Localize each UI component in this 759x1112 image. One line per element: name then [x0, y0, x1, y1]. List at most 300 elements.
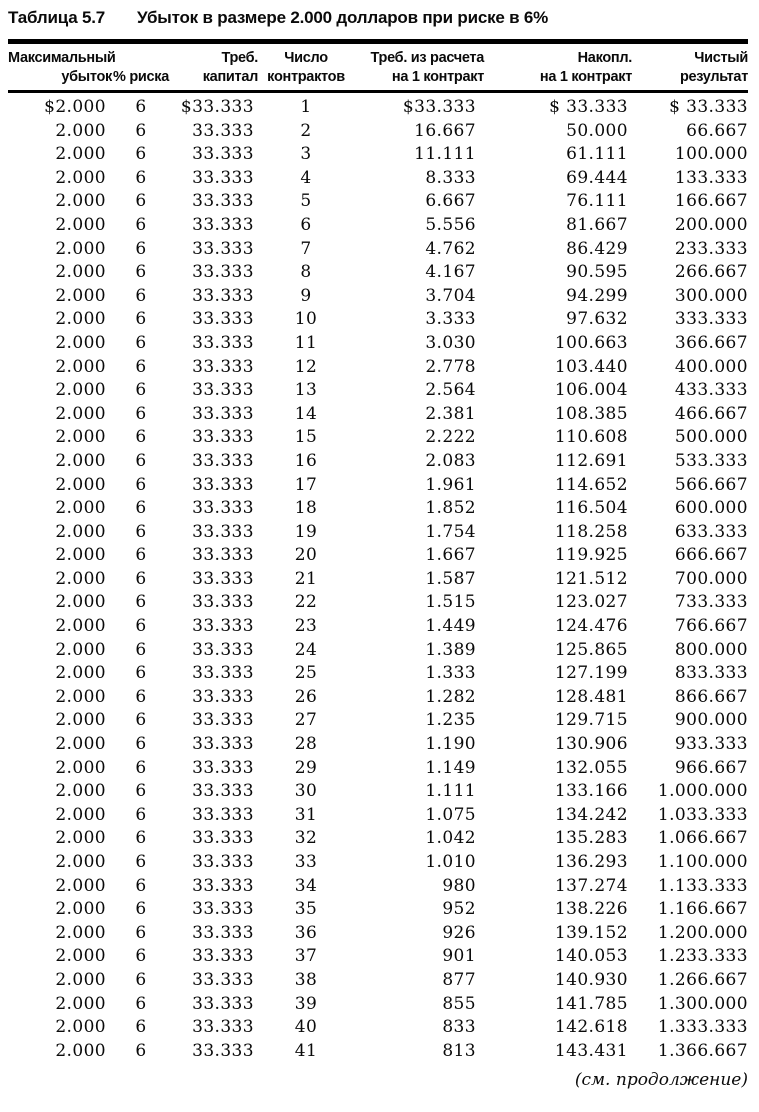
cell: 2.000 — [55, 380, 106, 401]
cell: 33.333 — [192, 922, 254, 943]
cell: 1.282 — [425, 686, 476, 707]
cell: 2.000 — [55, 710, 106, 731]
cell: 6 — [135, 663, 147, 684]
cell: 3 — [300, 144, 312, 165]
table-row — [8, 733, 748, 757]
cell: 6 — [135, 285, 147, 306]
cell: $2.000 — [44, 97, 106, 117]
cell: 1.190 — [425, 734, 476, 755]
cell: 139.152 — [554, 922, 628, 943]
cell: 5.556 — [425, 214, 476, 235]
cell: 533.333 — [674, 450, 748, 471]
cell: 1.587 — [425, 568, 476, 589]
cell: 3.333 — [425, 309, 476, 330]
cell: 16.667 — [414, 120, 476, 141]
cell: 1.075 — [425, 804, 476, 825]
cell: 6 — [135, 592, 147, 613]
cell: 233.333 — [674, 238, 748, 259]
cell: 1.754 — [425, 521, 476, 542]
header-line-1: Треб. из расчета — [370, 50, 484, 66]
cell: 33.333 — [192, 214, 254, 235]
cell: 1 — [300, 97, 312, 117]
cell: 6 — [135, 686, 147, 707]
cell: 39 — [294, 993, 318, 1014]
table-row — [8, 757, 748, 781]
cell: 166.667 — [674, 191, 748, 212]
cell: 33.333 — [192, 804, 254, 825]
cell: 1.333.333 — [657, 1017, 748, 1038]
cell: 1.235 — [425, 710, 476, 731]
header-line-2: контрактов — [267, 69, 345, 85]
cell: 61.111 — [566, 144, 628, 165]
cell: 6 — [135, 521, 147, 542]
cell: 1.266.667 — [657, 969, 748, 990]
cell: 33.333 — [192, 899, 254, 920]
cell: 33.333 — [192, 332, 254, 353]
cell: 6 — [135, 427, 147, 448]
cell: 6 — [135, 450, 147, 471]
table-row — [8, 238, 748, 262]
cell: 33.333 — [192, 521, 254, 542]
table-row — [8, 143, 748, 167]
cell: 2.000 — [55, 686, 106, 707]
table-body — [8, 92, 748, 1064]
cell: 10 — [294, 309, 318, 330]
cell: 140.053 — [554, 946, 628, 967]
cell: 33.333 — [192, 498, 254, 519]
table-row — [8, 544, 748, 568]
cell: 1.066.667 — [657, 828, 748, 849]
cell: 1.000.000 — [657, 781, 748, 802]
cell: 333.333 — [674, 309, 748, 330]
cell: 35 — [294, 899, 318, 920]
cell: 2.000 — [55, 993, 106, 1014]
table-row — [8, 827, 748, 851]
table-row — [8, 591, 748, 615]
cell: 6 — [135, 214, 147, 235]
cell: 2.000 — [55, 356, 106, 377]
cell: 118.258 — [554, 521, 628, 542]
table-row — [8, 356, 748, 380]
cell: 952 — [442, 899, 476, 920]
cell: 22 — [294, 592, 318, 613]
cell: 1.200.000 — [657, 922, 748, 943]
table-row — [8, 521, 748, 545]
cell: 33.333 — [192, 238, 254, 259]
cell: 33.333 — [192, 946, 254, 967]
cell: 33.333 — [192, 403, 254, 424]
cell: 34 — [294, 875, 318, 896]
cell: 81.667 — [566, 214, 628, 235]
cell: 1.667 — [425, 545, 476, 566]
table-row — [8, 497, 748, 521]
cell: 140.930 — [554, 969, 628, 990]
cell: 2.000 — [55, 167, 106, 188]
data-table — [8, 39, 748, 1063]
cell: 2.000 — [55, 332, 106, 353]
cell: 123.027 — [554, 592, 628, 613]
cell: 733.333 — [674, 592, 748, 613]
header-line-1: Максимальный — [8, 50, 116, 66]
cell: 30 — [294, 781, 318, 802]
cell: 33.333 — [192, 474, 254, 495]
cell: 33.333 — [192, 781, 254, 802]
header-line-2: результат — [679, 69, 748, 85]
table-row — [8, 615, 748, 639]
cell: 33.333 — [192, 285, 254, 306]
cell: 6.667 — [425, 191, 476, 212]
cell: 6 — [135, 616, 147, 637]
cell: 2.000 — [55, 639, 106, 660]
header-line-2: на 1 контракт — [391, 69, 484, 85]
cell: 200.000 — [674, 214, 748, 235]
table-row — [8, 969, 748, 993]
cell: 6 — [135, 332, 147, 353]
cell: 877 — [442, 969, 476, 990]
cell: 2.222 — [425, 427, 476, 448]
cell: 130.906 — [554, 734, 628, 755]
table-row — [8, 1016, 748, 1040]
cell: 6 — [135, 639, 147, 660]
table-row — [8, 804, 748, 828]
cell: 33.333 — [192, 686, 254, 707]
cell: 2.000 — [55, 804, 106, 825]
cell: 1.010 — [425, 852, 476, 872]
cell: 33.333 — [192, 1017, 254, 1038]
cell: 2.778 — [425, 356, 476, 377]
cell: 2.000 — [55, 214, 106, 235]
cell: 1.100.000 — [657, 852, 748, 872]
cell: 33.333 — [192, 427, 254, 448]
cell: 12 — [294, 356, 318, 377]
cell: 142.618 — [554, 1017, 628, 1038]
cell: 600.000 — [674, 498, 748, 519]
cell: 2.000 — [55, 450, 106, 471]
table-row — [8, 945, 748, 969]
cell: 813 — [442, 1040, 476, 1061]
cell: 6 — [135, 1040, 147, 1061]
column-header-2 — [112, 42, 170, 92]
cell: 129.715 — [554, 710, 628, 731]
cell: 125.865 — [554, 639, 628, 660]
cell: 4.167 — [425, 262, 476, 283]
cell: 6 — [300, 214, 312, 235]
cell: 29 — [294, 757, 318, 778]
cell: 766.667 — [674, 616, 748, 637]
cell: 33.333 — [192, 356, 254, 377]
cell: 33.333 — [192, 592, 254, 613]
cell: 133.333 — [674, 167, 748, 188]
cell: 300.000 — [674, 285, 748, 306]
cell: 6 — [135, 899, 147, 920]
cell: 9 — [300, 285, 312, 306]
cell: 135.283 — [554, 828, 628, 849]
cell: 6 — [135, 262, 147, 283]
cell: 1.389 — [425, 639, 476, 660]
cell: 33.333 — [192, 167, 254, 188]
table-row — [8, 214, 748, 238]
cell: 2.000 — [55, 875, 106, 896]
cell: 833 — [442, 1017, 476, 1038]
table-header — [8, 42, 748, 92]
cell: 19 — [294, 521, 318, 542]
header-line-2: на 1 контракт — [539, 69, 632, 85]
table-row — [8, 426, 748, 450]
cell: 1.449 — [425, 616, 476, 637]
cell: 800.000 — [674, 639, 748, 660]
cell: 866.667 — [674, 686, 748, 707]
cell: 33.333 — [192, 616, 254, 637]
cell: 2.000 — [55, 946, 106, 967]
cell: 33.333 — [192, 828, 254, 849]
cell: 16 — [294, 450, 318, 471]
continuation-note: (см. продолжение) — [574, 1070, 748, 1091]
cell: 6 — [135, 191, 147, 212]
cell: 3.030 — [425, 332, 476, 353]
cell: 2.000 — [55, 663, 106, 684]
cell: 1.333 — [425, 663, 476, 684]
cell: 8 — [300, 262, 312, 283]
cell: 900.000 — [674, 710, 748, 731]
cell: 33.333 — [192, 757, 254, 778]
cell: 7 — [300, 238, 312, 259]
cell: 33.333 — [192, 875, 254, 896]
table-row — [8, 167, 748, 191]
cell: 143.431 — [554, 1040, 628, 1061]
cell: 33.333 — [192, 734, 254, 755]
table-row — [8, 851, 748, 875]
cell: 1.515 — [425, 592, 476, 613]
cell: 26 — [294, 686, 318, 707]
table-row — [8, 379, 748, 403]
cell: 33.333 — [192, 545, 254, 566]
table-row — [8, 261, 748, 285]
header-line-1: Чистый — [694, 50, 748, 66]
cell: 112.691 — [554, 450, 628, 471]
cell: 134.242 — [554, 804, 628, 825]
cell: 94.299 — [566, 285, 628, 306]
cell: 2 — [300, 120, 312, 141]
cell: 33.333 — [192, 710, 254, 731]
cell: 833.333 — [674, 663, 748, 684]
cell: 980 — [442, 875, 476, 896]
cell: 2.000 — [55, 521, 106, 542]
cell: 266.667 — [674, 262, 748, 283]
cell: 6 — [135, 144, 147, 165]
cell: 2.000 — [55, 474, 106, 495]
cell: 2.000 — [55, 568, 106, 589]
cell: 106.004 — [554, 380, 628, 401]
cell: 38 — [294, 969, 318, 990]
column-header-6 — [484, 42, 632, 92]
cell: 466.667 — [674, 403, 748, 424]
cell: 15 — [294, 427, 318, 448]
cell: 3.704 — [425, 285, 476, 306]
cell: 33.333 — [192, 144, 254, 165]
cell: 33.333 — [192, 852, 254, 872]
cell: 6 — [135, 710, 147, 731]
cell: 2.000 — [55, 427, 106, 448]
cell: 121.512 — [554, 568, 628, 589]
cell: 433.333 — [674, 380, 748, 401]
cell: 100.000 — [674, 144, 748, 165]
cell: 6 — [135, 97, 147, 117]
cell: 1.133.333 — [657, 875, 748, 896]
cell: 6 — [135, 852, 147, 872]
cell: 1.366.667 — [657, 1040, 748, 1061]
cell: 1.033.333 — [657, 804, 748, 825]
cell: 66.667 — [686, 120, 748, 141]
table-row — [8, 875, 748, 899]
table-caption: Убыток в размере 2.000 долларов при риске в 6% — [137, 8, 549, 27]
header-row — [8, 42, 748, 92]
cell: 124.476 — [554, 616, 628, 637]
cell: 6 — [135, 309, 147, 330]
cell: 633.333 — [674, 521, 748, 542]
cell: 2.000 — [55, 403, 106, 424]
cell: 500.000 — [674, 427, 748, 448]
cell: 17 — [294, 474, 318, 495]
header-line-1: Накопл. — [577, 50, 632, 66]
cell: 6 — [135, 380, 147, 401]
cell: 36 — [294, 922, 318, 943]
cell: 6 — [135, 993, 147, 1014]
table-row — [8, 568, 748, 592]
cell: 20 — [294, 545, 318, 566]
table-row — [8, 1040, 748, 1064]
cell: 11 — [294, 332, 318, 353]
cell: 1.042 — [425, 828, 476, 849]
cell: 2.000 — [55, 969, 106, 990]
cell: 6 — [135, 568, 147, 589]
cell: 100.663 — [554, 332, 628, 353]
cell: 114.652 — [554, 474, 628, 495]
cell: 50.000 — [566, 120, 628, 141]
cell: 6 — [135, 757, 147, 778]
table-row — [8, 120, 748, 144]
cell: 2.000 — [55, 191, 106, 212]
cell: 33.333 — [192, 309, 254, 330]
cell: 2.000 — [55, 545, 106, 566]
cell: 933.333 — [674, 734, 748, 755]
cell: 6 — [135, 946, 147, 967]
header-line-2: капитал — [202, 69, 258, 85]
header-line-2: % риска — [113, 69, 169, 85]
table-row — [8, 922, 748, 946]
cell: 136.293 — [554, 852, 628, 872]
cell: 33.333 — [192, 450, 254, 471]
table-title — [8, 8, 748, 28]
table-row — [8, 332, 748, 356]
cell: 33.333 — [192, 120, 254, 141]
cell: 2.000 — [55, 238, 106, 259]
cell: 6 — [135, 167, 147, 188]
cell: 2.000 — [55, 781, 106, 802]
table-row — [8, 92, 748, 120]
cell: 2.381 — [425, 403, 476, 424]
cell: 6 — [135, 238, 147, 259]
cell: 855 — [442, 993, 476, 1014]
header-line-1 — [112, 49, 170, 68]
cell: 2.000 — [55, 498, 106, 519]
cell: 6 — [135, 356, 147, 377]
cell: 40 — [294, 1017, 318, 1038]
cell: 33.333 — [192, 262, 254, 283]
cell: 24 — [294, 639, 318, 660]
cell: 1.961 — [425, 474, 476, 495]
header-line-2: убыток — [61, 69, 112, 85]
cell: 566.667 — [674, 474, 748, 495]
cell: 132.055 — [554, 757, 628, 778]
cell: 33.333 — [192, 1040, 254, 1061]
cell: 4 — [300, 167, 312, 188]
cell: 6 — [135, 474, 147, 495]
column-header-1 — [8, 42, 116, 92]
cell: 33.333 — [192, 969, 254, 990]
cell: 23 — [294, 616, 318, 637]
table-row — [8, 403, 748, 427]
cell: 33.333 — [192, 191, 254, 212]
cell: 926 — [442, 922, 476, 943]
cell: $ 33.333 — [549, 97, 628, 117]
cell: 1.111 — [425, 781, 476, 802]
column-header-5 — [354, 42, 484, 92]
cell: 90.595 — [566, 262, 628, 283]
cell: 31 — [294, 804, 318, 825]
cell: 33.333 — [192, 568, 254, 589]
cell: 97.632 — [566, 309, 628, 330]
cell: 2.000 — [55, 592, 106, 613]
cell: 37 — [294, 946, 318, 967]
cell: 6 — [135, 120, 147, 141]
cell: 2.000 — [55, 922, 106, 943]
cell: 2.000 — [55, 1017, 106, 1038]
cell: 966.667 — [674, 757, 748, 778]
cell: 6 — [135, 828, 147, 849]
cell: 18 — [294, 498, 318, 519]
cell: 133.166 — [554, 781, 628, 802]
cell: 6 — [135, 922, 147, 943]
cell: 2.564 — [425, 380, 476, 401]
table-row — [8, 639, 748, 663]
cell: 28 — [294, 734, 318, 755]
header-line-1: Число — [284, 50, 328, 66]
cell: 2.000 — [55, 1040, 106, 1061]
cell: 33.333 — [192, 380, 254, 401]
cell: 2.000 — [55, 262, 106, 283]
cell: 700.000 — [674, 568, 748, 589]
cell: 6 — [135, 969, 147, 990]
table-row — [8, 709, 748, 733]
cell: 86.429 — [566, 238, 628, 259]
cell: 108.385 — [554, 403, 628, 424]
cell: 2.000 — [55, 757, 106, 778]
cell: 6 — [135, 1017, 147, 1038]
cell: 33.333 — [192, 993, 254, 1014]
cell: $33.333 — [180, 97, 254, 117]
cell: 76.111 — [566, 191, 628, 212]
cell: 110.608 — [554, 427, 628, 448]
cell: 6 — [135, 498, 147, 519]
cell: $33.333 — [402, 97, 476, 117]
table-row — [8, 474, 748, 498]
cell: 127.199 — [554, 663, 628, 684]
cell: 33.333 — [192, 663, 254, 684]
cell: 2.000 — [55, 120, 106, 141]
cell: 138.226 — [554, 899, 628, 920]
cell: 1.149 — [425, 757, 476, 778]
column-header-3 — [170, 42, 258, 92]
